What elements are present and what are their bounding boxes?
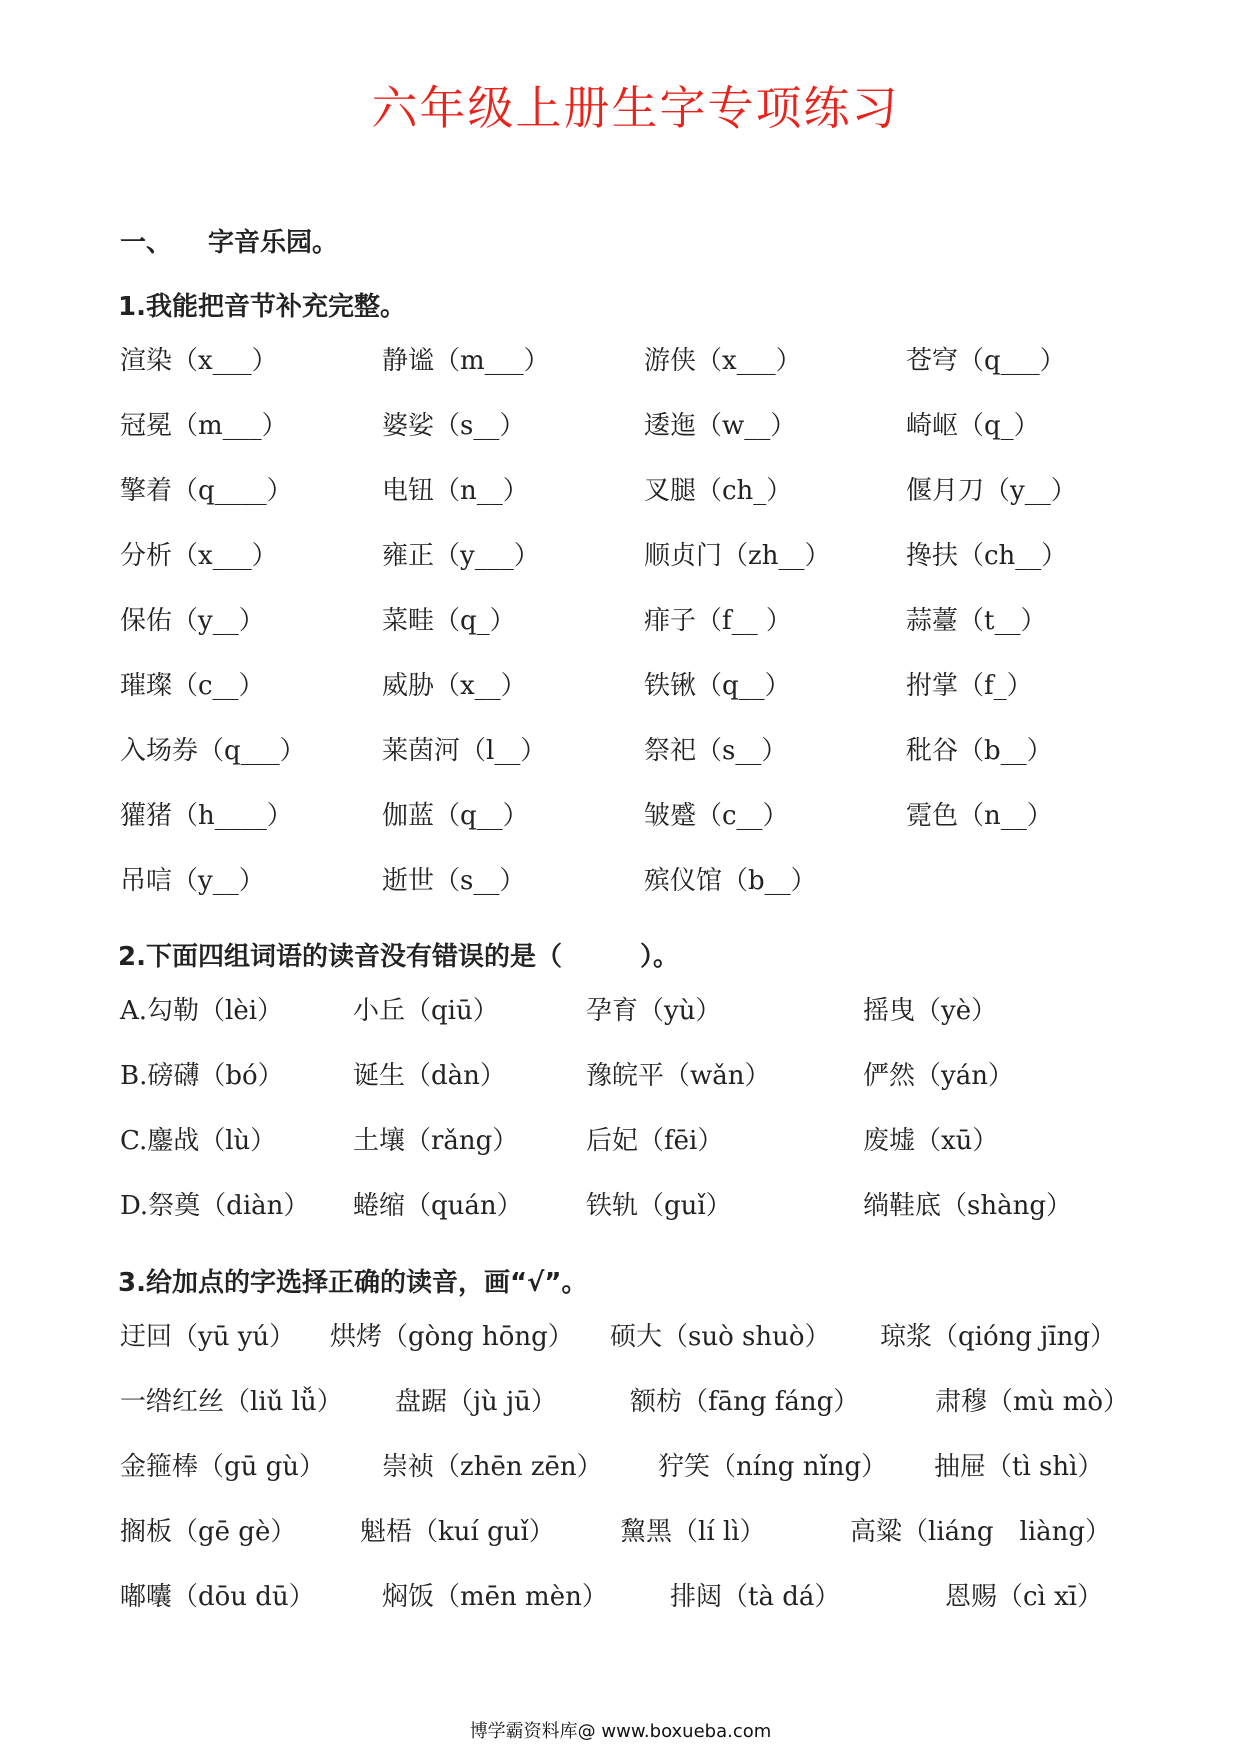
- q1-item: 殡仪馆（b__）: [644, 866, 817, 896]
- q2-item: 孕育（yù）: [586, 996, 722, 1026]
- q2-item: B.磅礴（bó）: [120, 1061, 284, 1091]
- section-number: 一、: [120, 228, 173, 258]
- q3-item: 抽屉（tì shì）: [934, 1452, 1104, 1482]
- q1-item: 吊唁（y__）: [120, 866, 265, 896]
- q2-item: 后妃（fēi）: [586, 1126, 724, 1156]
- question-2-title: 2.下面四组词语的读音没有错误的是（ ）。: [118, 942, 679, 972]
- q1-item: 皱蹙（c__）: [644, 801, 789, 831]
- q2-item: 摇曳（yè）: [863, 996, 998, 1026]
- q1-row: [120, 340, 1130, 405]
- question-3-grid: [120, 1316, 1130, 1641]
- q1-item: 铁锹（q__）: [644, 671, 791, 701]
- q1-item: 婆娑（s__）: [382, 411, 526, 441]
- q2-item: 废墟（xū）: [863, 1126, 999, 1156]
- q1-item: 顺贞门（zh__）: [644, 541, 831, 571]
- q2-row: [120, 990, 1130, 1055]
- q3-row: [120, 1381, 1130, 1446]
- q1-item: 分析（x___）: [120, 541, 278, 571]
- q1-item: 逝世（s__）: [382, 866, 526, 896]
- q2-item: 绱鞋底（shàng）: [863, 1191, 1072, 1221]
- q2-item: A.勾勒（lèi）: [120, 996, 284, 1026]
- q1-row: [120, 470, 1130, 535]
- q3-item: 肃穆（mù mò）: [935, 1387, 1129, 1417]
- q1-item: 璀璨（c__）: [120, 671, 265, 701]
- q3-item: 迂回（yū yú）: [120, 1322, 296, 1352]
- q3-item: 魁梧（kuí guǐ）: [360, 1517, 555, 1547]
- q2-item: 豫皖平（wǎn）: [586, 1061, 771, 1091]
- question-1-title: 1.我能把音节补充完整。: [118, 292, 406, 322]
- q3-row: [120, 1511, 1130, 1576]
- q1-item: 擎着（q____）: [120, 476, 293, 506]
- q1-item: 游侠（x___）: [644, 346, 802, 376]
- q2-item: 蜷缩（quán）: [353, 1191, 523, 1221]
- question-3-title: 3.给加点的字选择正确的读音，画“√”。: [118, 1268, 588, 1298]
- section-label: 字音乐园。: [208, 228, 339, 258]
- q3-item: 黧黑（lí lì）: [620, 1517, 766, 1547]
- q1-item: 秕谷（b__）: [906, 736, 1053, 766]
- q1-item: 伽蓝（q__）: [382, 801, 529, 831]
- q2-item: 俨然（yán）: [863, 1061, 1014, 1091]
- q1-item: 搀扶（ch__）: [906, 541, 1068, 571]
- q3-item: 烘烤（gòng hōng）: [330, 1322, 574, 1352]
- q1-item: 入场券（q___）: [120, 736, 306, 766]
- q1-item: 静谧（m___）: [382, 346, 550, 376]
- footer-watermark: 博学霸资料库@ www.boxueba.com: [469, 1721, 772, 1742]
- q1-item: 蒜薹（t__）: [906, 606, 1047, 636]
- q1-item: 痱子（f__ ）: [644, 606, 792, 636]
- q1-item: 叉腿（ch_）: [644, 476, 793, 506]
- q1-row: [120, 795, 1130, 860]
- q3-item: 搁板（gē gè）: [120, 1517, 297, 1547]
- q1-item: 冠冕（m___）: [120, 411, 288, 441]
- q2-item: 土壤（rǎng）: [353, 1126, 519, 1156]
- q3-item: 盘踞（jù jū）: [395, 1387, 557, 1417]
- q3-item: 琼浆（qióng jīng）: [880, 1322, 1117, 1352]
- q1-row: [120, 665, 1130, 730]
- page-title: 六年级上册生字专项练习: [371, 81, 900, 135]
- q1-item: 崎岖（q_）: [906, 411, 1040, 441]
- q3-item: 嘟囔（dōu dū）: [120, 1582, 315, 1612]
- q3-row: [120, 1316, 1130, 1381]
- q2-item: 小丘（qiū）: [353, 996, 499, 1026]
- q2-item: 诞生（dàn）: [353, 1061, 506, 1091]
- q1-row: [120, 730, 1130, 795]
- q3-item: 恩赐（cì xī）: [945, 1582, 1104, 1612]
- q3-item: 崇祯（zhēn zēn）: [382, 1452, 603, 1482]
- q1-item: 逶迤（w__）: [644, 411, 797, 441]
- q1-item: 苍穹（q___）: [906, 346, 1066, 376]
- q3-item: 高粱（liáng liàng）: [850, 1517, 1112, 1547]
- q1-row: [120, 600, 1130, 665]
- q1-item: 拊掌（f_）: [906, 671, 1033, 701]
- q1-item: 莱茵河（l__）: [382, 736, 547, 766]
- q3-item: 焖饭（mēn mèn）: [382, 1582, 608, 1612]
- q3-item: 硕大（suò shuò）: [610, 1322, 831, 1352]
- q1-item: 獾猪（h____）: [120, 801, 293, 831]
- q1-row: [120, 535, 1130, 600]
- q1-item: 威胁（x__）: [382, 671, 527, 701]
- q2-item: C.鏖战（lù）: [120, 1126, 277, 1156]
- question-2-grid: [120, 990, 1130, 1250]
- q1-item: 祭祀（s__）: [644, 736, 788, 766]
- q1-item: 霓色（n__）: [906, 801, 1053, 831]
- q1-item: 渲染（x___）: [120, 346, 278, 376]
- q1-row: [120, 860, 1130, 925]
- q1-item: 菜畦（q_）: [382, 606, 516, 636]
- q3-row: [120, 1446, 1130, 1511]
- q2-row: [120, 1055, 1130, 1120]
- q3-item: 狞笑（níng nǐng）: [658, 1452, 888, 1482]
- q3-item: 排闼（tà dá）: [670, 1582, 841, 1612]
- q2-row: [120, 1120, 1130, 1185]
- section-heading: [120, 222, 338, 259]
- question-1-grid: [120, 340, 1130, 925]
- q3-item: 一绺红丝（liǔ lǚ）: [120, 1387, 343, 1417]
- q2-item: 铁轨（guǐ）: [586, 1191, 732, 1221]
- q3-row: [120, 1576, 1130, 1641]
- q1-item: 雍正（y___）: [382, 541, 540, 571]
- q3-item: 金箍棒（gū gù）: [120, 1452, 326, 1482]
- q1-item: 偃月刀（y__）: [906, 476, 1077, 506]
- q1-item: 电钮（n__）: [382, 476, 529, 506]
- q1-item: 保佑（y__）: [120, 606, 265, 636]
- q3-item: 额枋（fāng fáng）: [630, 1387, 860, 1417]
- q2-row: [120, 1185, 1130, 1250]
- q2-item: D.祭奠（diàn）: [120, 1191, 310, 1221]
- q1-row: [120, 405, 1130, 470]
